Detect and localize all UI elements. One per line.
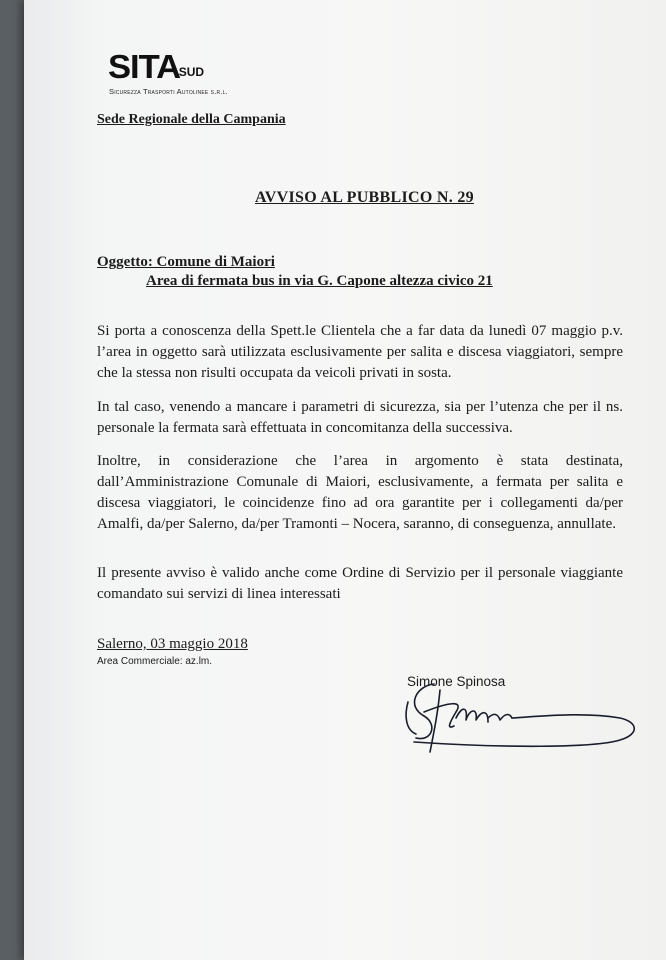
- logo-suffix-text: SUD: [178, 65, 205, 79]
- company-tagline: Sicurezza Trasporti Autolinee s.r.l.: [109, 87, 228, 96]
- regional-office: Sede Regionale della Campania: [97, 112, 286, 127]
- place-date: Salerno, 03 maggio 2018: [97, 636, 248, 652]
- body-paragraph-1: Si porta a conoscenza della Spett.le Clientela che a far data da lunedì 07 maggio p.v. l’area in oggetto sarà utilizzata esclusivamente per salita e discesa viaggiatori, sempre che la stessa non risulti occupata da veicoli privati in sosta.: [97, 323, 623, 381]
- reference-code: Area Commerciale: az.lm.: [97, 656, 213, 667]
- body-paragraph-4: Il presente avviso è valido anche come Ordine di Servizio per il personale viaggiante comandato sui servizi di linea interessati: [97, 565, 623, 602]
- body-paragraph-3: Inoltre, in considerazione che l’area in argomento è stata destinata, dall’Amministrazione Comunale di Maiori, esclusivamente, a fermata per salita e discesa viaggiatori, le coincidenze fino ad ora garantite per i collegamenti da/per Amalfi, da/per Salerno, da/per Tramonti – Nocera, saranno, di conseguenza, annullate.: [97, 453, 623, 532]
- document-page: [24, 0, 666, 960]
- subject-line-2: Area di fermata bus in via G. Capone altezza civico 21: [146, 273, 493, 289]
- handwritten-signature: [394, 672, 654, 762]
- body-paragraph-2: In tal caso, venendo a mancare i parametri di sicurezza, sia per l’utenza che per il ns. personale la fermata sarà effettuata in concomitanza della successiva.: [97, 399, 623, 436]
- subject-block: [97, 254, 493, 289]
- subject-line-1: Oggetto: Comune di Maiori: [97, 254, 275, 270]
- notice-title: AVVISO AL PUBBLICO N. 29: [255, 189, 474, 206]
- logo-main-text: SITA: [108, 48, 181, 85]
- company-logo: [108, 48, 204, 86]
- signer-name: Simone Spinosa: [407, 674, 506, 689]
